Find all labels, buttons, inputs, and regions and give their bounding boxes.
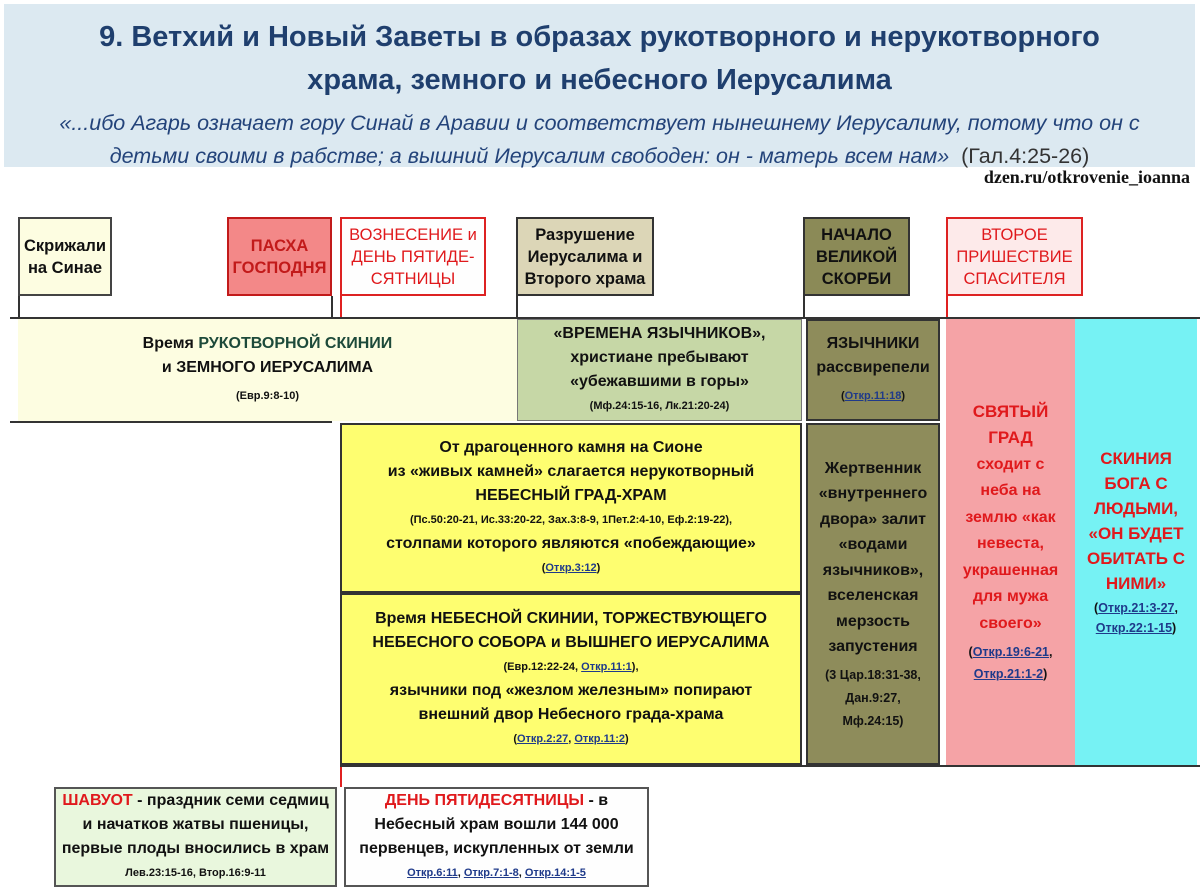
ref-separator: ,: [457, 867, 464, 879]
event-text: ДЕНЬ ПЯТИДЕ-: [351, 247, 475, 266]
event-text: Второго храма: [524, 269, 646, 288]
block-shavuot: [54, 787, 337, 887]
block-text: НЕБЕСНОГО СОБОРА и ВЫШНЕГО ИЕРУСАЛИМА: [372, 634, 770, 651]
event-text: ВОЗНЕСЕНИЕ и: [349, 225, 477, 244]
block-text: БОГА С: [1104, 474, 1168, 493]
event-text: СПАСИТЕЛЯ: [963, 269, 1066, 288]
event-pascha: [227, 217, 332, 296]
ref-bracket: ): [625, 733, 629, 745]
block-text: Время НЕБЕСНОЙ СКИНИИ, ТОРЖЕСТВУЮЩЕГО: [375, 610, 767, 627]
timeline-axis-middle: [10, 421, 332, 423]
block-text: Жертвенник: [824, 459, 922, 477]
scripture-link[interactable]: Откр.21:1-2: [973, 667, 1044, 682]
block-earthly-tabernacle: [18, 319, 517, 421]
ref-bracket: ): [1043, 667, 1048, 682]
scripture-link[interactable]: Откр.3:12: [545, 562, 597, 574]
event-text: ПАСХА: [250, 236, 309, 255]
block-highlight: ЗЕМНОГО ИЕРУСАЛИМА: [176, 359, 374, 376]
block-text: язычников»,: [822, 561, 924, 579]
block-text: Время: [142, 335, 199, 352]
event-text: на Синае: [27, 258, 103, 277]
scripture-link[interactable]: Откр.14:1-5: [524, 867, 586, 879]
block-text: своего»: [979, 614, 1042, 632]
quote-line-1: «...ибо Агарь означает гору Синай в Аравии и соответствует нынешнему Иерусалиму, потому что он с: [59, 111, 1140, 135]
ref-bracket: ): [596, 562, 601, 574]
block-text: НЕБЕСНЫЙ ГРАД-ХРАМ: [475, 487, 667, 504]
block-text: для мужа: [972, 588, 1049, 606]
scripture-link[interactable]: Откр.11:2: [574, 733, 625, 745]
event-text: ГОСПОДНЯ: [232, 258, 327, 277]
pentecost-marker-line: [340, 296, 342, 319]
event-destruction-jerusalem: [516, 217, 654, 296]
block-text: «ОН БУДЕТ: [1088, 524, 1184, 543]
block-highlight: ДЕНЬ ПЯТИДЕСЯТНИЦЫ: [384, 792, 585, 809]
block-text: первые плоды вносились в храм: [61, 840, 330, 857]
scripture-quote: [4, 107, 1195, 173]
quote-reference: (Гал.4:25-26): [961, 144, 1090, 168]
block-reference: (Евр.9:8-10): [236, 390, 299, 402]
block-text: ГРАД: [988, 428, 1033, 448]
block-text: Небесный храм вошли 144 000: [374, 816, 619, 833]
block-reference: (Евр.12:22-24,: [503, 661, 582, 673]
block-text: «внутреннего: [818, 485, 928, 502]
event-text: ВТОРОЕ: [981, 225, 1048, 244]
scripture-link[interactable]: Откр.6:11: [407, 867, 458, 879]
ref-bracket: (: [513, 733, 517, 745]
ref-separator: ,: [1048, 645, 1053, 660]
ref-bracket: (: [968, 645, 973, 660]
scripture-link[interactable]: Откр.22:1-15: [1095, 621, 1173, 635]
block-text: СКИНИЯ: [1100, 449, 1172, 468]
block-text: неба на: [980, 482, 1041, 500]
event-text: ВЕЛИКОЙ: [815, 247, 898, 266]
block-text: ОБИТАТЬ С: [1086, 549, 1185, 568]
ref-separator: ,: [1174, 601, 1178, 615]
block-holy-city: [946, 319, 1075, 765]
timeline-connector: [803, 296, 805, 319]
title-line-2: храма, земного и небесного Иерусалима: [307, 64, 892, 96]
site-url: dzen.ru/otkrovenie_ioanna: [983, 167, 1190, 187]
scripture-link[interactable]: Откр.11:1: [581, 661, 632, 673]
event-text: ПРИШЕСТВИЕ: [956, 247, 1073, 266]
block-text: мерзость: [836, 612, 910, 630]
block-text: НИМИ»: [1105, 574, 1167, 593]
block-altar-abomination: [806, 423, 940, 765]
block-times-of-gentiles: [517, 319, 802, 421]
timeline-axis-bottom: [340, 765, 1200, 767]
block-text: и: [161, 359, 177, 376]
ref-separator: ,: [568, 733, 575, 745]
event-text: СЯТНИЦЫ: [370, 269, 456, 288]
block-text: двора» залит: [819, 510, 927, 528]
block-text: сходит с: [976, 455, 1045, 473]
block-text: и начатков жатвы пшеницы,: [82, 816, 309, 833]
scripture-link[interactable]: Откр.7:1-8: [463, 867, 519, 879]
block-text: - праздник семи седмиц: [132, 792, 329, 809]
block-text: ЯЗЫЧНИКИ: [826, 335, 920, 352]
event-text: Разрушение: [535, 225, 635, 244]
block-text: землю «как: [965, 508, 1056, 526]
block-text: «убежавшими в горы»: [570, 373, 749, 390]
ref-bracket: (: [541, 562, 546, 574]
block-reference: Дан.9:27,: [845, 690, 901, 705]
block-reference: Мф.24:15): [842, 713, 904, 728]
block-text: первенцев, искупленных от земли: [359, 840, 634, 857]
block-text: из «живых камней» слагается нерукотворный: [387, 463, 755, 480]
event-ascension-pentecost: [340, 217, 486, 296]
block-text: ЛЮДЬМИ,: [1093, 499, 1179, 518]
block-text: язычники под «жезлом железным» попирают: [389, 682, 753, 699]
block-text: От драгоценного камня на Сионе: [439, 439, 703, 456]
block-reference: ),: [631, 661, 639, 673]
block-tabernacle-of-god: [1075, 319, 1197, 765]
block-text: христиане пребывают: [570, 349, 749, 366]
block-reference: Лев.23:15-16, Втор.16:9-11: [125, 867, 266, 879]
block-text: СВЯТЫЙ: [972, 401, 1049, 421]
block-highlight: РУКОТВОРНОЙ СКИНИИ: [198, 335, 393, 352]
block-text: украшенная: [962, 561, 1059, 579]
scripture-link[interactable]: Откр.11:18: [844, 390, 902, 402]
timeline-connector: [331, 296, 333, 319]
scripture-link[interactable]: Откр.19:6-21: [972, 645, 1049, 660]
ref-bracket: (: [840, 390, 845, 402]
event-text: НАЧАЛО: [821, 225, 892, 244]
block-reference: (Пс.50:20-21, Ис.33:20-22, Зах.3:8-9, 1Пет.2:4-10, Еф.2:19-22),: [409, 514, 733, 526]
timeline-connector: [516, 296, 518, 319]
block-text: «ВРЕМЕНА ЯЗЫЧНИКОВ»,: [553, 325, 766, 342]
block-reference: (Мф.24:15-16, Лк.21:20-24): [589, 400, 730, 412]
block-heavenly-tabernacle: [340, 593, 802, 765]
event-text: СКОРБИ: [821, 269, 892, 288]
block-highlight: ШАВУОТ: [62, 792, 133, 809]
event-text: Иерусалима и: [527, 247, 643, 266]
event-second-coming: [946, 217, 1083, 296]
block-text: рассвирепели: [816, 359, 930, 376]
block-text: запустения: [828, 638, 918, 655]
block-heavenly-city-temple: [340, 423, 802, 593]
page-title: [4, 16, 1195, 102]
block-text: вселенская: [827, 587, 919, 604]
block-text: невеста,: [977, 535, 1044, 553]
event-great-tribulation: [803, 217, 910, 296]
header-banner: [4, 4, 1195, 167]
ref-bracket: (: [1094, 601, 1099, 615]
block-text: столпами которого являются «побеждающие»: [386, 535, 756, 552]
block-text: внешний двор Небесного града-храма: [418, 706, 724, 723]
event-text: Скрижали: [23, 236, 107, 255]
pentecost-marker-line: [340, 765, 342, 787]
block-pentecost: [344, 787, 649, 887]
scripture-link[interactable]: Откр.21:3-27: [1098, 601, 1175, 615]
block-reference: (3 Цар.18:31-38,: [825, 667, 921, 682]
block-text: - в: [584, 792, 609, 809]
block-gentiles-raged: [806, 319, 940, 421]
ref-bracket: ): [901, 390, 906, 402]
quote-text-2: детьми своими в рабстве; а вышний Иерусалим свободен: он - матерь всем нам»: [109, 144, 950, 168]
title-line-1: 9. Ветхий и Новый Заветы в образах рукотворного и нерукотворного: [99, 21, 1100, 53]
ref-bracket: ): [1172, 621, 1177, 635]
event-sinai-tablets: [18, 217, 112, 296]
scripture-link[interactable]: Откр.2:27: [516, 733, 569, 745]
timeline-connector: [946, 296, 948, 319]
ref-separator: ,: [518, 867, 525, 879]
block-text: «водами: [838, 536, 908, 553]
